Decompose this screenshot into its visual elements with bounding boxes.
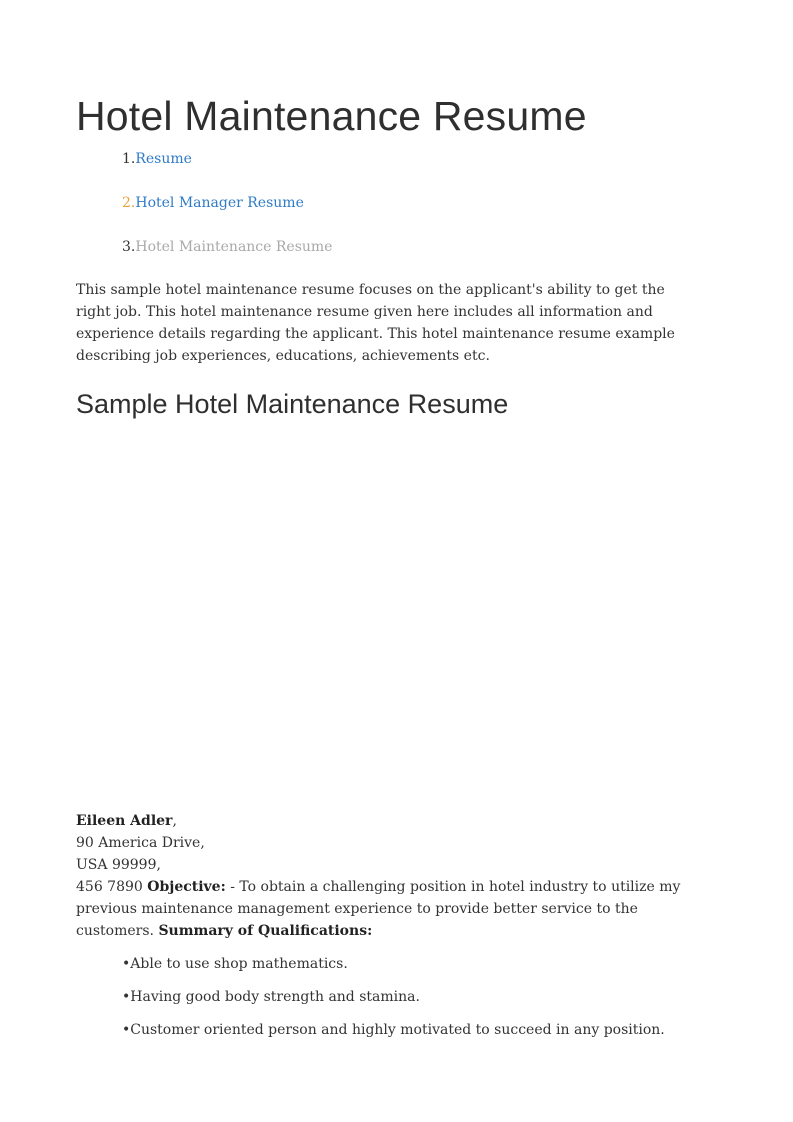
breadcrumb <box>122 148 332 280</box>
qualification-text: Customer oriented person and highly motivated to succeed in any position. <box>130 1022 665 1038</box>
objective-text: - To obtain a challenging position in hotel industry to utilize my previous maintenance management experience to provide better service to the customers. <box>76 879 681 939</box>
name-comma: , <box>172 813 177 829</box>
intro-paragraph: This sample hotel maintenance resume focuses on the applicant's ability to get the right job. This hotel maintenance resume given here includes all information and experience details regarding the applicant. This hotel maintenance resume example describing job experiences, educations, achievements etc. <box>76 282 675 364</box>
objective-label: Objective: <box>147 879 226 895</box>
breadcrumb-current-page: Hotel Maintenance Resume <box>135 239 333 255</box>
summary-label: Summary of Qualifications: <box>158 923 373 939</box>
breadcrumb-link-hotel-manager-resume[interactable]: Hotel Manager Resume <box>135 195 304 211</box>
address-line-2: USA 99999, <box>76 857 161 873</box>
qualifications-list <box>122 953 665 1052</box>
qualification-text: Able to use shop mathematics. <box>130 956 348 972</box>
breadcrumb-number: 3. <box>122 239 136 255</box>
breadcrumb-number: 2. <box>122 195 136 211</box>
bullet-icon: • <box>122 1022 131 1038</box>
page-title: Hotel Maintenance Resume <box>76 93 587 139</box>
breadcrumb-item-resume <box>122 148 332 170</box>
breadcrumb-number: 1. <box>122 151 136 167</box>
breadcrumb-item-hotel-maintenance-resume <box>122 236 332 258</box>
list-item <box>122 986 665 1008</box>
breadcrumb-link-resume[interactable]: Resume <box>135 151 192 167</box>
list-item <box>122 953 665 975</box>
phone-number: 456 7890 <box>76 879 143 895</box>
address-line-1: 90 America Drive, <box>76 835 205 851</box>
section-heading: Sample Hotel Maintenance Resume <box>76 389 509 419</box>
breadcrumb-item-hotel-manager-resume <box>122 192 332 214</box>
list-item <box>122 1019 665 1041</box>
bullet-icon: • <box>122 989 131 1005</box>
resume-contact-block <box>76 810 701 942</box>
bullet-icon: • <box>122 956 131 972</box>
applicant-name: Eileen Adler <box>76 813 173 829</box>
qualification-text: Having good body strength and stamina. <box>130 989 420 1005</box>
